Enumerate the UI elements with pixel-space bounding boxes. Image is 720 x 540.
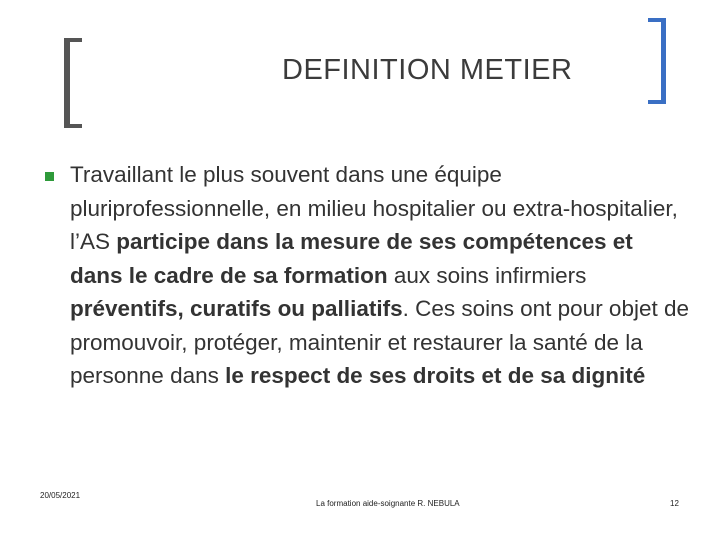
- body-text-bold-segment: préventifs, curatifs ou palliatifs: [70, 296, 403, 321]
- slide-title: DEFINITION METIER: [282, 54, 573, 86]
- body-text-segment: Travaillant le plus souvent dans une équipe pluriprofessionnelle, en milieu hospitalier ou extra-hospitalier, l’AS: [70, 162, 678, 254]
- slide-body-text: [70, 158, 690, 393]
- body-text-segment: aux soins infirmiers: [387, 262, 587, 288]
- body-text-segment: . Ces soins ont pour objet de promouvoir, protéger, maintenir et restaurer la santé de la personne dans: [70, 296, 690, 388]
- body-text-bold-segment: participe dans la mesure de ses compétences et dans le cadre de sa formation: [70, 229, 633, 288]
- left-bracket-decoration: [64, 38, 82, 128]
- footer-caption: La formation aide-soignante R. NEBULA: [316, 499, 460, 508]
- bullet-icon: [45, 172, 54, 181]
- footer-date: 20/05/2021: [40, 491, 81, 500]
- body-text-bold-segment: le respect de ses droits et de sa dignité: [225, 363, 646, 388]
- page-number: 12: [670, 499, 679, 508]
- right-bracket-decoration: [648, 18, 666, 104]
